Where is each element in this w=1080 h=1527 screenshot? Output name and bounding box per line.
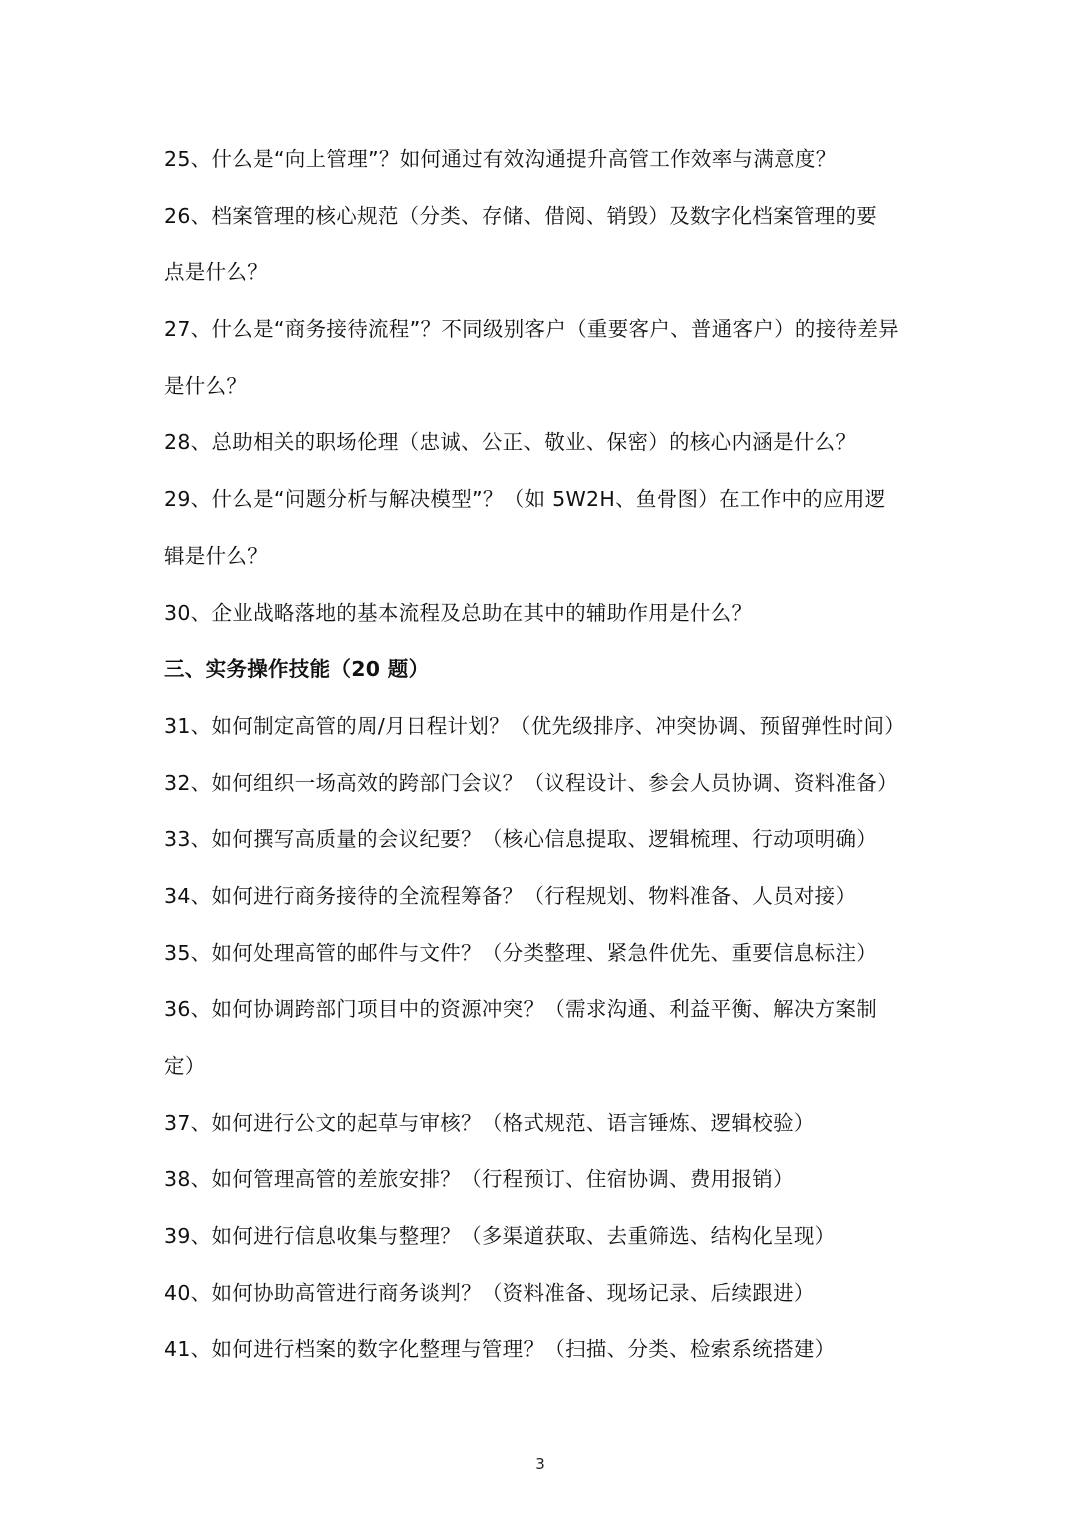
question-36: 36、如何协调跨部门项目中的资源冲突？（需求沟通、利益平衡、解决方案制 — [164, 997, 878, 1022]
question-39: 39、如何进行信息收集与整理？（多渠道获取、去重筛选、结构化呈现） — [164, 1224, 836, 1249]
question-27-continuation: 是什么？ — [164, 373, 248, 398]
question-40: 40、如何协助高管进行商务谈判？（资料准备、现场记录、后续跟进） — [164, 1280, 815, 1305]
question-35: 35、如何处理高管的邮件与文件？（分类整理、紧急件优先、重要信息标注） — [164, 940, 878, 965]
document-body — [164, 131, 924, 1378]
question-26-continuation: 点是什么？ — [164, 260, 268, 285]
question-37: 37、如何进行公文的起草与审核？（格式规范、语言锤炼、逻辑校验） — [164, 1110, 815, 1135]
question-34: 34、如何进行商务接待的全流程筹备？（行程规划、物料准备、人员对接） — [164, 883, 857, 908]
page-number: 3 — [535, 1455, 545, 1473]
question-41: 41、如何进行档案的数字化整理与管理？（扫描、分类、检索系统搭建） — [164, 1337, 836, 1362]
question-29: 29、什么是“问题分析与解决模型”？（如 5W2H、鱼骨图）在工作中的应用逻 — [164, 487, 886, 512]
question-30: 30、企业战略落地的基本流程及总助在其中的辅助作用是什么？ — [164, 600, 753, 625]
section-heading: 三、实务操作技能（20 题） — [164, 657, 430, 682]
question-28: 28、总助相关的职场伦理（忠诚、公正、敬业、保密）的核心内涵是什么？ — [164, 430, 857, 455]
question-31: 31、如何制定高管的周/月日程计划？（优先级排序、冲突协调、预留弹性时间） — [164, 713, 906, 738]
question-27: 27、什么是“商务接待流程”？不同级别客户（重要客户、普通客户）的接待差异 — [164, 317, 899, 342]
question-33: 33、如何撰写高质量的会议纪要？（核心信息提取、逻辑梳理、行动项明确） — [164, 827, 878, 852]
question-36-continuation: 定） — [164, 1054, 206, 1078]
question-38: 38、如何管理高管的差旅安排？（行程预订、住宿协调、费用报销） — [164, 1167, 794, 1192]
question-25: 25、什么是“向上管理”？如何通过有效沟通提升高管工作效率与满意度？ — [164, 147, 837, 171]
question-26: 26、档案管理的核心规范（分类、存储、借阅、销毁）及数字化档案管理的要 — [164, 203, 878, 228]
question-32: 32、如何组织一场高效的跨部门会议？（议程设计、参会人员协调、资料准备） — [164, 770, 898, 795]
question-29-continuation: 辑是什么？ — [164, 543, 268, 568]
